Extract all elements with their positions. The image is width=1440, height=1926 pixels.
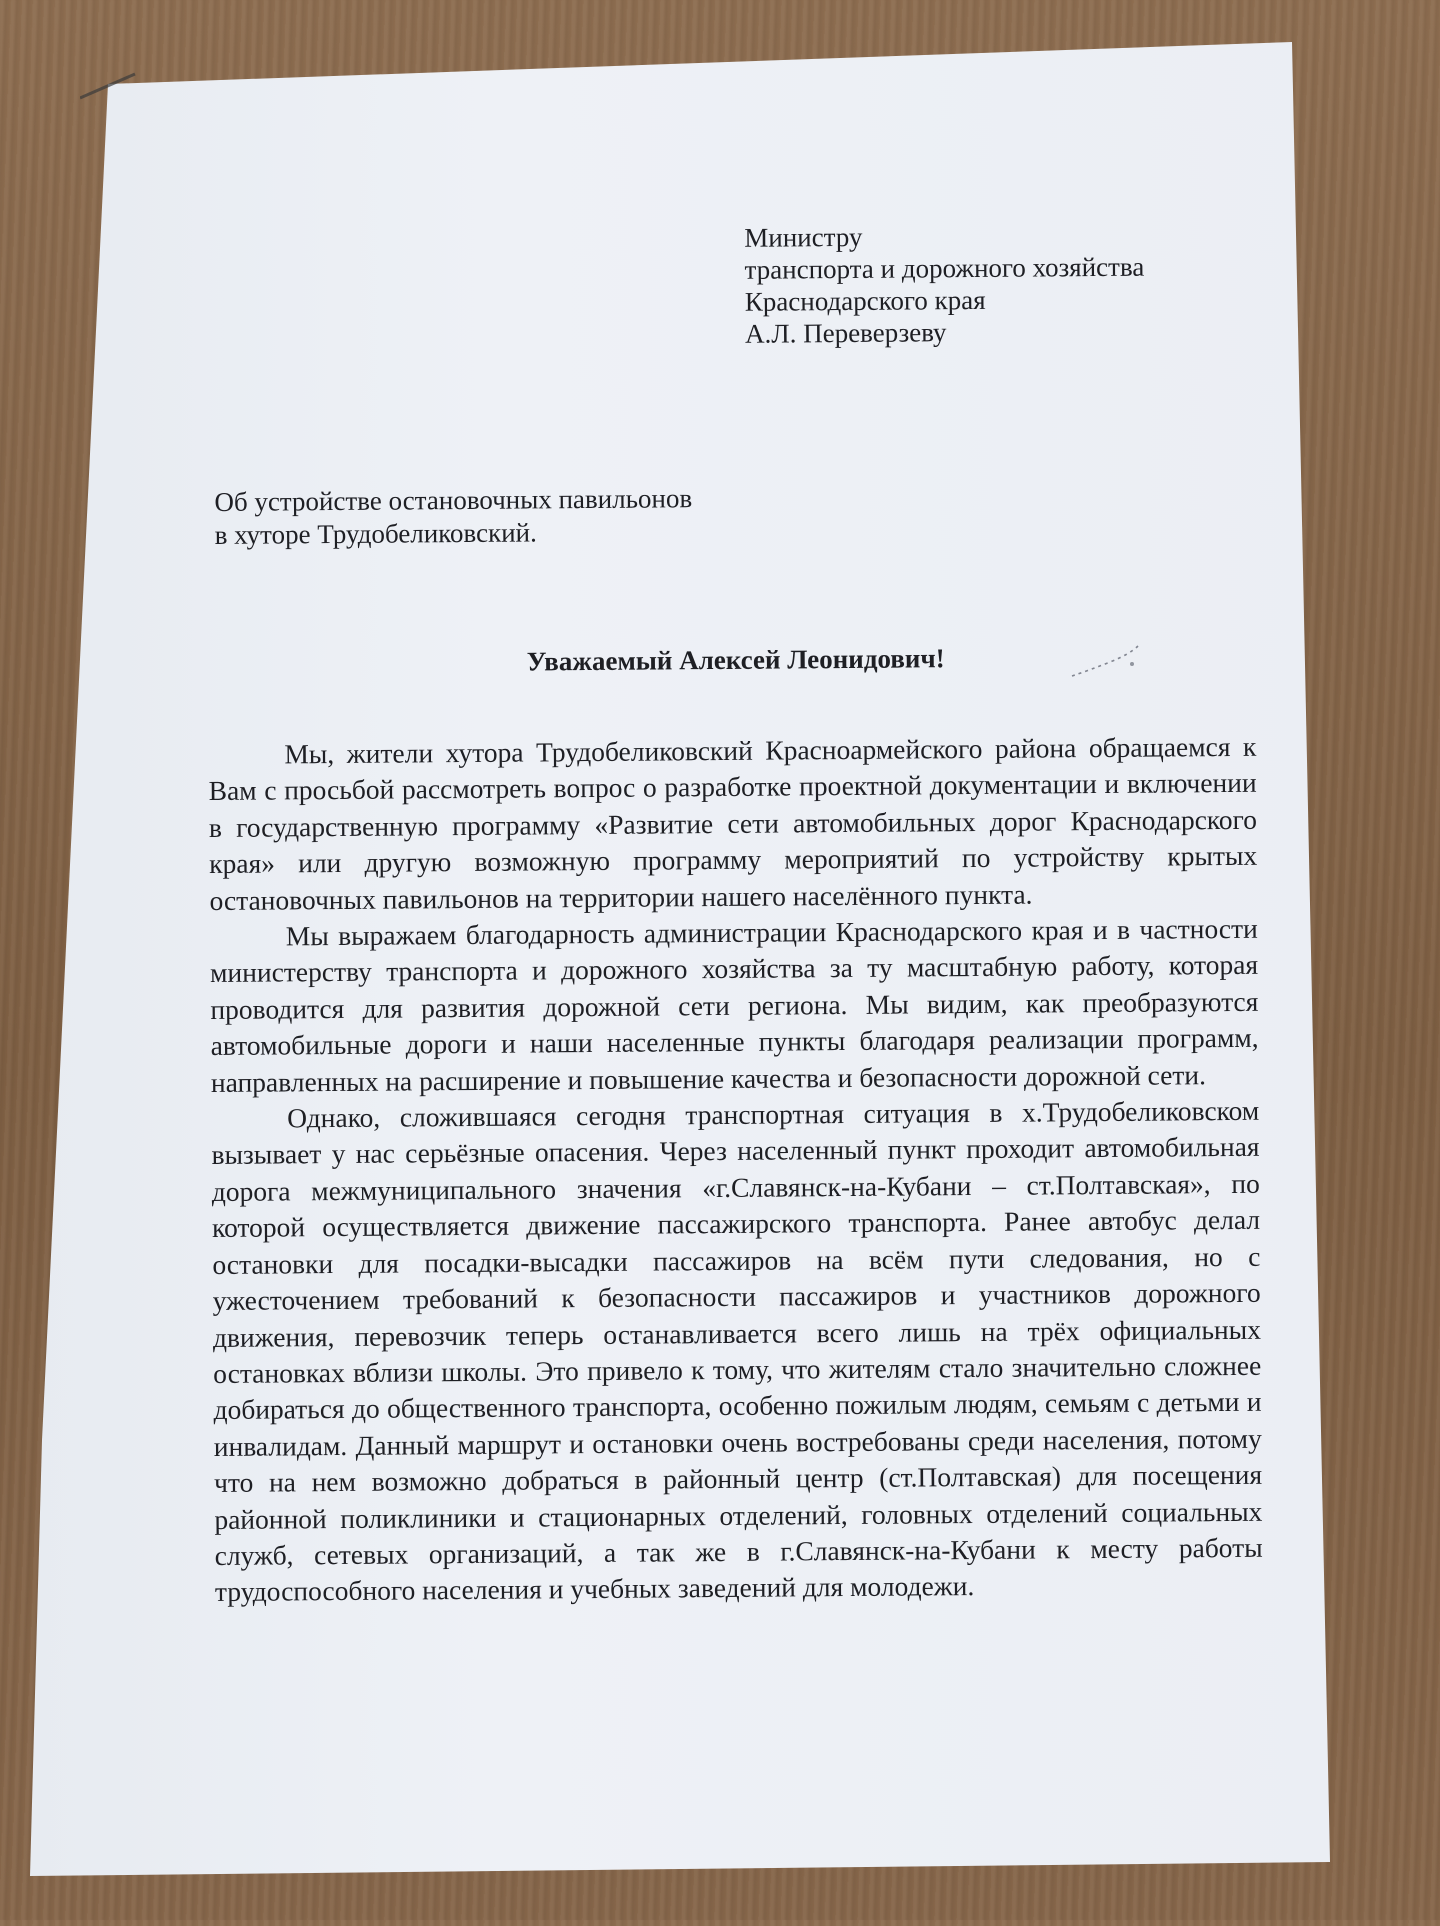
body-paragraph: Мы, жители хутора Трудобеликовский Красноармейского района обращаемся к Вам с просьбой рассмотреть вопрос о разработке проектной документации и включении в государственную программу «Развитие сети автомобильных дорог Краснодарского края» или другую возможную программу мероприятий по устройству крытых остановочных павильонов на территории нашего населённого пункта. bbox=[208, 730, 1258, 916]
salutation: Уважаемый Алексей Леонидович! bbox=[526, 643, 945, 677]
addressee-line: Краснодарского края bbox=[744, 284, 986, 317]
addressee-line: А.Л. Переверзеву bbox=[744, 317, 947, 349]
subject-block bbox=[214, 482, 692, 552]
subject-line: Об устройстве остановочных павильонов bbox=[214, 483, 693, 517]
addressee-block bbox=[744, 219, 1145, 350]
subject-line: в хуторе Трудобеликовский. bbox=[214, 517, 537, 550]
letter-body bbox=[208, 729, 1263, 1611]
body-paragraph: Однако, сложившаяся сегодня транспортная ситуация в х.Трудобеликовском вызывает у нас серьёзные опасения. Через населенный пункт проходит автомобильная дорога межмуниципального значения «г.Славянск-на-Кубани – ст.Полтавская», по которой осуществляется движение пассажирского транспорта. Ранее автобус делал остановки для посадки-высадки пассажиров на всём пути следования, но с ужесточением требований к безопасности пассажиров и участников дорожного движения, перевозчик теперь останавливается всего лишь на трёх официальных остановках вблизи школы. Это привело к тому, что жителям стало значительно сложнее добираться до общественного транспорта, особенно пожилым людям, семьям с детьми и инвалидам. Данный маршрут и остановки очень востребованы среди населения, потому что на нем возможно добраться в районный центр (ст.Полтавская) для посещения районной поликлиники и стационарных отделений, головных отделений социальных служб, сетевых организаций, а так же в г.Славянск-на-Кубани к месту работы трудоспособного населения и учебных заведений для молодежи. bbox=[211, 1094, 1263, 1608]
ink-smudge-mark bbox=[1070, 640, 1140, 680]
addressee-line: Министру bbox=[744, 221, 863, 253]
addressee-line: транспорта и дорожного хозяйства bbox=[744, 251, 1145, 285]
body-paragraph: Мы выражаем благодарность администрации Краснодарского края и в частности министерству транспорта и дорожного хозяйства за ту масштабную работу, которая проводится для развития дорожной сети региона. Мы видим, как преобразуются автомобильные дороги и наши населенные пункты благодаря реализации программ, направленных на расширение и повышение качества и безопасности дорожной сети. bbox=[209, 912, 1259, 1098]
